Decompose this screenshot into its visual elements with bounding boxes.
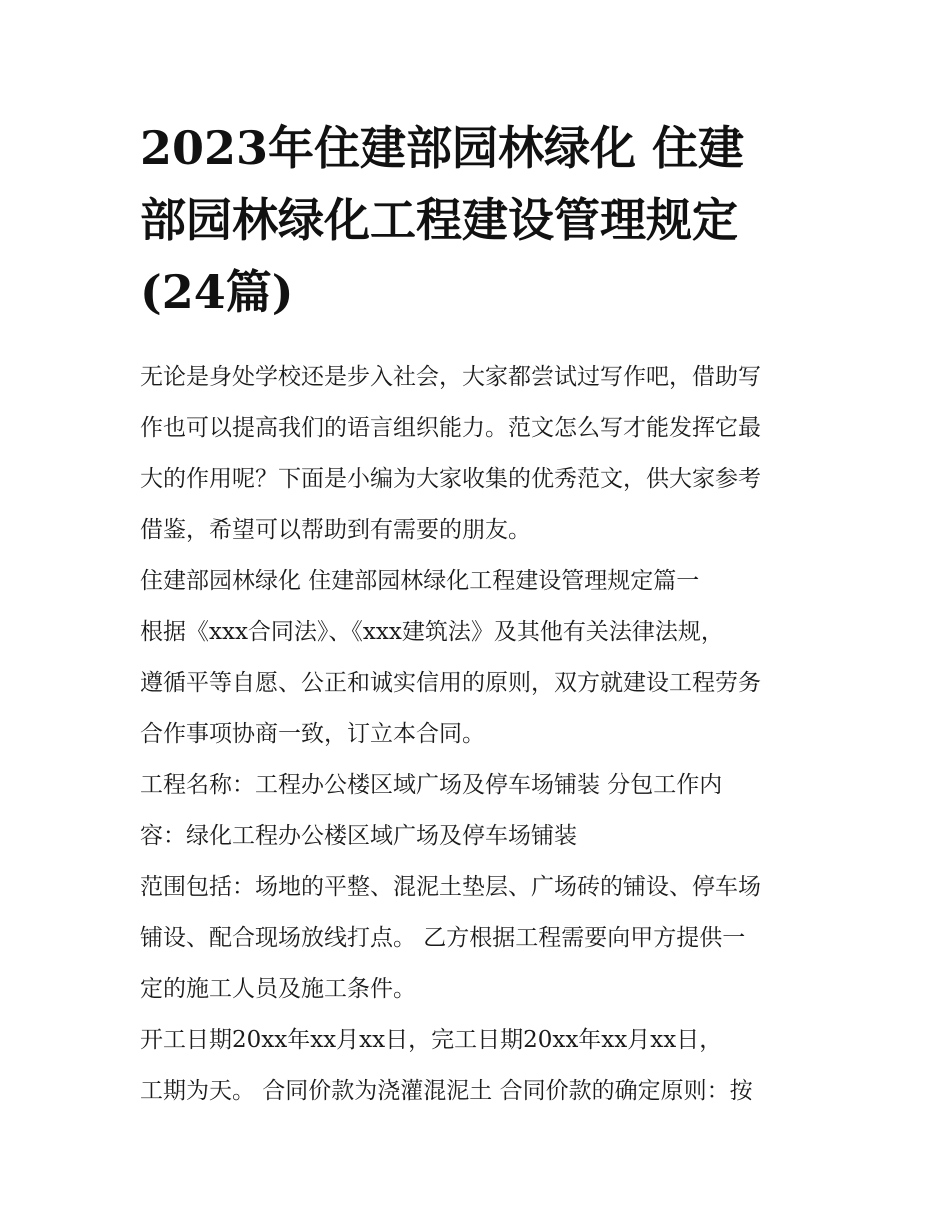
body-line: 借鉴，希望可以帮助到有需要的朋友。 — [140, 517, 531, 543]
body-line: 根据《xxx合同法》、《xxx建筑法》及其他有关法律法规， — [140, 619, 724, 645]
body-line: 铺设、配合现场放线打点。 乙方根据工程需要向甲方提供一 — [140, 925, 746, 951]
title-line: (24篇) — [140, 265, 294, 319]
document-body — [140, 352, 820, 1117]
document-content — [140, 112, 820, 1117]
body-line: 无论是身处学校还是步入社会，大家都尝试过写作吧，借助写 — [140, 364, 761, 390]
body-line: 定的施工人员及施工条件。 — [140, 976, 416, 1002]
body-line: 遵循平等自愿、公正和诚实信用的原则，双方就建设工程劳务 — [140, 670, 761, 696]
body-line: 开工日期20xx年xx月xx日，完工日期20xx年xx月xx日， — [140, 1027, 723, 1053]
body-line: 容：绿化工程办公楼区域广场及停车场铺装 — [140, 823, 577, 849]
body-line: 合作事项协商一致，订立本合同。 — [140, 721, 485, 747]
title-line: 部园林绿化工程建设管理规定 — [140, 193, 738, 247]
body-line: 作也可以提高我们的语言组织能力。范文怎么写才能发挥它最 — [140, 415, 761, 441]
title-line: 2023年住建部园林绿化 住建 — [140, 121, 745, 175]
document-title — [140, 112, 820, 328]
body-line: 范围包括：场地的平整、混泥土垫层、广场砖的铺设、停车场 — [140, 874, 761, 900]
body-line: 大的作用呢？下面是小编为大家收集的优秀范文，供大家参考 — [140, 466, 761, 492]
body-line: 工程名称：工程办公楼区域广场及停车场铺装 分包工作内 — [140, 772, 723, 798]
body-line: 工期为天。 合同价款为浇灌混泥土 合同价款的确定原则：按 — [140, 1078, 753, 1104]
section-heading: 住建部园林绿化 住建部园林绿化工程建设管理规定篇一 — [140, 568, 700, 594]
